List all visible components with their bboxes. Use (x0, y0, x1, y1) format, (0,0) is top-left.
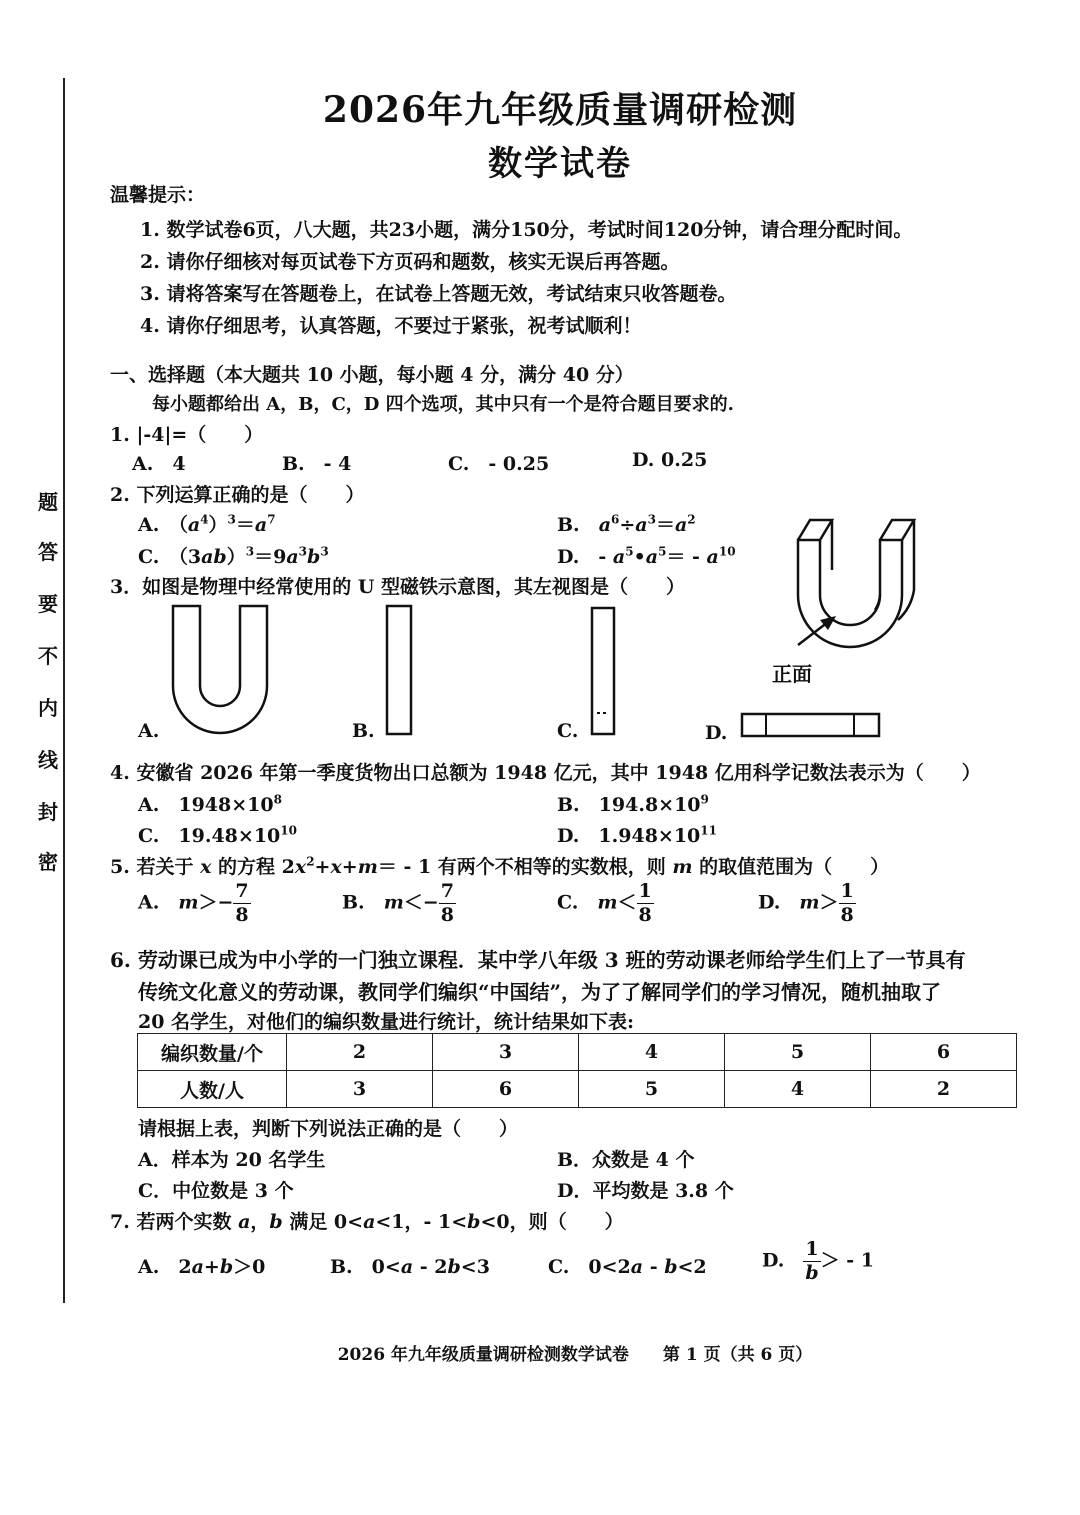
question-7-stem: 7. 若两个实数 a，b 满足 0<a<1，- 1<b<0，则（ ） (110, 1211, 624, 1233)
q6-option-b: B．众数是 4 个 (557, 1149, 695, 1171)
q4-option-d: D. $1.948\times 10^{11}$ (557, 823, 717, 847)
front-label: 正面 (772, 662, 812, 686)
question-6-stem-line2: 传统文化意义的劳动课，教同学们编织“中国结”，为了了解同学们的学习情况，随机抽取了 (138, 980, 942, 1004)
question-6-prompt: 请根据上表，判断下列说法正确的是（ ） (138, 1118, 519, 1140)
table-cell: 6 (871, 1034, 1017, 1071)
question-2-stem: 2. 下列运算正确的是（ ） (110, 484, 365, 506)
q5-option-b: B. m＜− $\frac{7}{8}$ (342, 880, 454, 926)
binding-line (63, 78, 65, 1303)
margin-char: 密 (38, 850, 58, 874)
margin-char: 题 (38, 490, 58, 514)
margin-char: 内 (38, 696, 58, 720)
q5-option-d: D. m＞ $\frac{1}{8}$ (758, 880, 854, 926)
q4-option-b: B. $194.8\times 10^9$ (557, 792, 709, 816)
q3-label-c: C. (557, 720, 579, 742)
q7-option-b: B. 0<a - 2b<3 (330, 1256, 490, 1278)
q7-option-a: A. 2a+b＞0 (138, 1256, 266, 1278)
q5-option-c: C. m＜ $\frac{1}{8}$ (557, 880, 652, 926)
margin-char: 要 (38, 592, 58, 616)
table-header-cell: 编织数量/个 (138, 1034, 287, 1071)
q1-option-c: C. - 0.25 (448, 453, 550, 475)
q3-figure-c (590, 606, 618, 736)
q1-option-d: D. 0.25 (632, 449, 708, 471)
q6-option-d: D．平均数是 3.8 个 (557, 1180, 734, 1202)
q1-option-b: B. - 4 (282, 453, 352, 475)
q7-option-c: C. 0<2a - b<2 (548, 1256, 707, 1278)
table-cell: 3 (433, 1034, 579, 1071)
q3-label-d: D. (705, 722, 728, 744)
question-4-stem: 4. 安徽省 2026 年第一季度货物出口总额为 1948 亿元，其中 1948 亿用科学记数法表示为（ ） (110, 762, 981, 784)
table-cell: 2 (287, 1034, 433, 1071)
q3-label-a: A. (138, 720, 160, 742)
question-5-stem: 5. 若关于 x 的方程 $2x^2+x+m= - 1$ 有两个不相等的实数根，则 m 的取值范围为（ ） (110, 854, 890, 878)
question-3-stem: 3．如图是物理中经常使用的 U 型磁铁示意图，其左视图是（ ） (110, 576, 686, 598)
section-note: 每小题都给出 A，B，C，D 四个选项，其中只有一个是符合题目要求的. (152, 394, 734, 415)
q3-label-b: B. (352, 720, 375, 742)
q1-option-a: A. 4 (132, 453, 186, 475)
notice-item: 4. 请你仔细思考，认真答题，不要过于紧张，祝考试顺利！ (140, 315, 642, 337)
q7-option-d: D. $\frac{1}{b}$ ＞ - 1 (762, 1238, 874, 1284)
margin-char: 答 (38, 540, 58, 564)
q6-option-c: C．中位数是 3 个 (138, 1180, 294, 1202)
table-row (138, 1034, 1017, 1071)
q4-option-c: C. $19.48\times 10^{10}$ (138, 823, 297, 847)
table-cell: 6 (433, 1071, 579, 1108)
table-cell: 3 (287, 1071, 433, 1108)
q5-option-a: A. m＞− $\frac{7}{8}$ (138, 880, 249, 926)
margin-char: 不 (38, 644, 58, 668)
table-header-cell: 人数/人 (138, 1071, 287, 1108)
question-1-stem: 1. |-4|=（ ） (110, 424, 264, 446)
page-footer: 2026 年九年级质量调研检测数学试卷 第 1 页（共 6 页） (337, 1345, 813, 1365)
q2-option-c: C. $(3ab)^3=9a^3b^3$ (138, 544, 329, 568)
q4-option-a: A. $1948\times 10^8$ (138, 792, 282, 816)
notice-item: 1. 数学试卷6页，八大题，共23小题，满分150分，考试时间120分钟，请合理分配时间。 (140, 219, 913, 241)
q3-figure-b (385, 604, 415, 736)
exam-title: 2026年九年级质量调研检测 (322, 89, 798, 131)
q2-option-a: A. $(a^4)^3=a^7$ (138, 512, 276, 536)
margin-char: 线 (38, 748, 58, 772)
table-cell: 2 (871, 1071, 1017, 1108)
table-cell: 4 (579, 1034, 725, 1071)
table-cell: 5 (579, 1071, 725, 1108)
q3-figure-d (740, 712, 882, 740)
section-title: 一、选择题（本大题共 10 小题，每小题 4 分，满分 40 分） (110, 364, 634, 386)
exam-subtitle: 数学试卷 (488, 144, 632, 184)
table-cell: 4 (725, 1071, 871, 1108)
q6-option-a: A．样本为 20 名学生 (138, 1149, 326, 1171)
u-magnet-3d-figure (780, 510, 930, 650)
notice-item: 3. 请将答案写在答题卷上，在试卷上答题无效，考试结束只收答题卷。 (140, 283, 737, 305)
q2-option-b: B. $a^6\div a^3=a^2$ (557, 512, 696, 536)
q3-figure-a (170, 604, 270, 736)
margin-char: 封 (38, 800, 58, 824)
question-6-stem-line1: 6. 劳动课已成为中小学的一门独立课程．某中学八年级 3 班的劳动课老师给学生们上了一节具有 (110, 948, 966, 972)
table-row (138, 1071, 1017, 1108)
table-cell: 5 (725, 1034, 871, 1071)
statistics-table (137, 1033, 1017, 1108)
notice-item: 2. 请你仔细核对每页试卷下方页码和题数，核实无误后再答题。 (140, 251, 680, 273)
notice-heading: 温馨提示： (110, 184, 206, 206)
question-6-stem-line3: 20 名学生，对他们的编织数量进行统计，统计结果如下表: (138, 1011, 635, 1033)
q2-option-d: D. - $a^5•a^5= - a^{10}$ (557, 544, 736, 568)
